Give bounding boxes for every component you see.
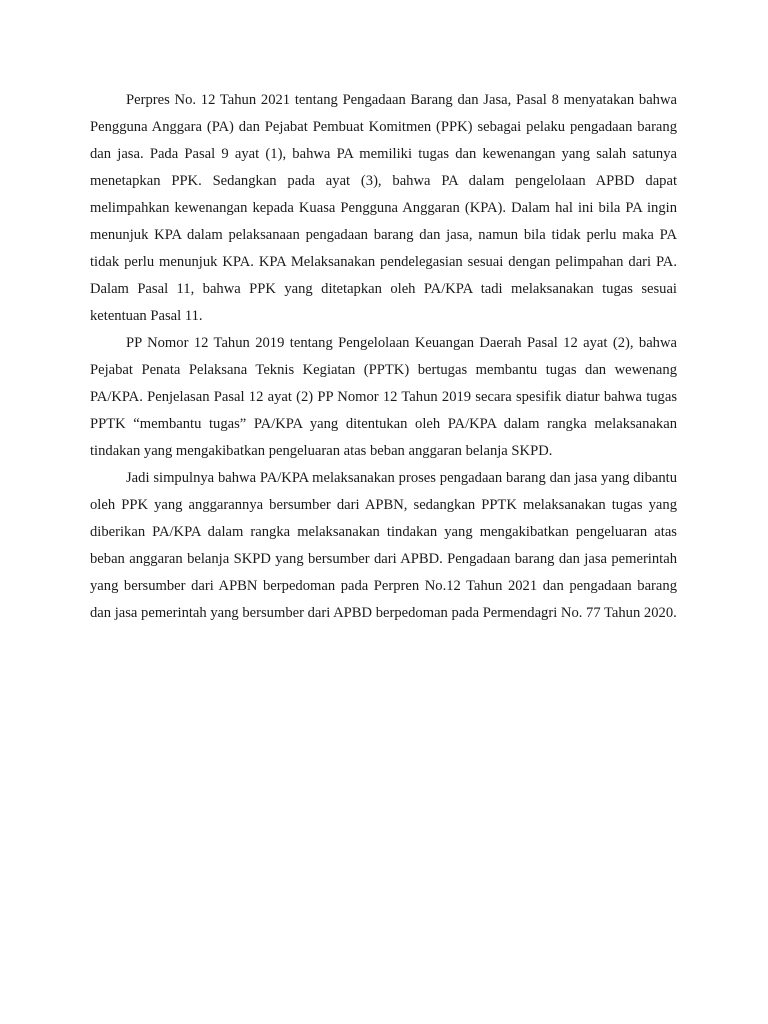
paragraph-perpres: Perpres No. 12 Tahun 2021 tentang Pengadaan Barang dan Jasa, Pasal 8 menyatakan bahwa Pengguna Anggara (PA) dan Pejabat Pembuat Komitmen (PPK) sebagai pelaku pengadaan barang dan jasa. Pada Pasal 9 ayat (1), bahwa PA memiliki tugas dan kewenangan yang salah satunya menetapkan PPK. Sedangkan pada ayat (3), bahwa PA dalam pengelolaan APBD dapat melimpahkan kewenangan kepada Kuasa Pengguna Anggaran (KPA). Dalam hal ini bila PA ingin menunjuk KPA dalam pelaksanaan pengadaan barang dan jasa, namun bila tidak perlu maka PA tidak perlu menunjuk KPA. KPA Melaksanakan pendelegasian sesuai dengan pelimpahan dari PA. Dalam Pasal 11, bahwa PPK yang ditetapkan oleh PA/KPA tadi melaksanakan tugas sesuai ketentuan Pasal 11. [90, 92, 677, 324]
paragraph-pp-nomor-12: PP Nomor 12 Tahun 2019 tentang Pengelolaan Keuangan Daerah Pasal 12 ayat (2), bahwa Pejabat Penata Pelaksana Teknis Kegiatan (PPTK) bertugas membantu tugas dan wewenang PA/KPA. Penjelasan Pasal 12 ayat (2) PP Nomor 12 Tahun 2019 secara spesifik diatur bahwa tugas PPTK “membantu tugas” PA/KPA yang ditentukan oleh PA/KPA dalam rangka melaksanakan tindakan yang mengakibatkan pengeluaran atas beban anggaran belanja SKPD. [90, 335, 677, 459]
document-page [90, 87, 677, 627]
paragraph-conclusion: Jadi simpulnya bahwa PA/KPA melaksanakan proses pengadaan barang dan jasa yang dibantu oleh PPK yang anggarannya bersumber dari APBN, sedangkan PPTK melaksanakan tugas yang diberikan PA/KPA dalam rangka melaksanakan tindakan yang mengakibatkan pengeluaran atas beban anggaran belanja SKPD yang bersumber dari APBD. Pengadaan barang dan jasa pemerintah yang bersumber dari APBN berpedoman pada Perpren No.12 Tahun 2021 dan pengadaan barang dan jasa pemerintah yang bersumber dari APBD berpedoman pada Permendagri No. 77 Tahun 2020. [90, 470, 677, 621]
